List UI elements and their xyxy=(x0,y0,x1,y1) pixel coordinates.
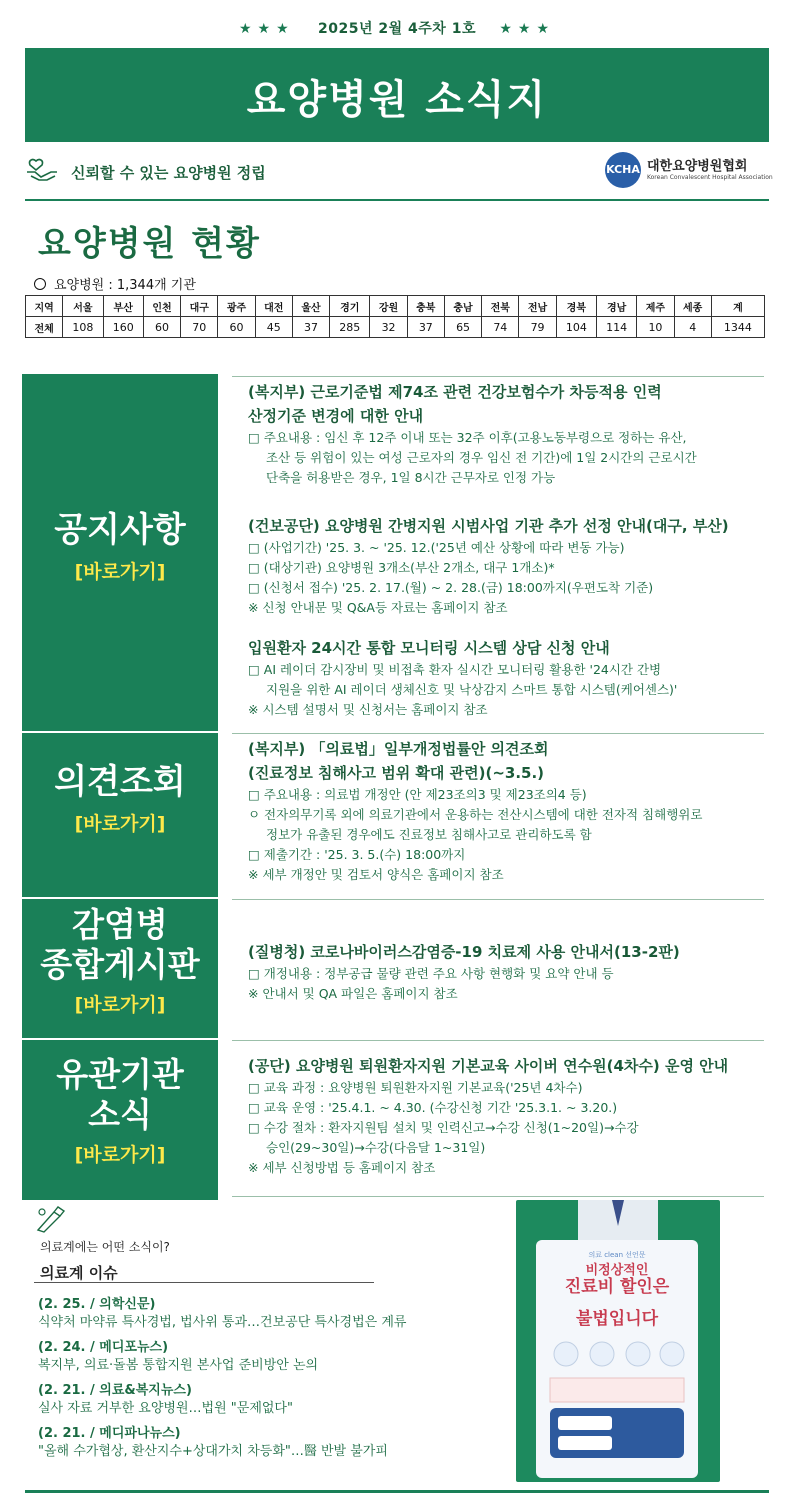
value-cell: 37 xyxy=(407,317,444,338)
related-heading: (공단) 요양병원 퇴원환자지원 기본교육 사이버 연수원(4차수) 운영 안내 xyxy=(248,1057,729,1075)
content-rule xyxy=(232,1196,764,1197)
news-text: 복지부, 의료·돌봄 통합지원 본사업 준비방안 논의 xyxy=(38,1357,319,1373)
region-cell: 경기 xyxy=(330,296,370,317)
issue-label-row xyxy=(0,18,794,38)
region-header-row xyxy=(26,296,765,317)
region-cell: 계 xyxy=(711,296,764,317)
association-name: 대한요양병원협회 xyxy=(647,159,748,174)
region-cell: 경남 xyxy=(597,296,637,317)
value-cell: 전체 xyxy=(26,317,63,338)
news-item[interactable] xyxy=(38,1382,498,1417)
association-logo[interactable] xyxy=(605,152,773,192)
news-date: (2. 24. / 메디포뉴스) xyxy=(38,1340,169,1355)
notices-title: 공지사항 xyxy=(54,510,186,550)
news-text: 실사 자료 거부한 요양병원…법원 "문제없다" xyxy=(38,1400,293,1416)
opinion-heading-a: (복지부) 「의료법」일부개정법률안 의견조회 xyxy=(248,740,549,758)
value-cell: 160 xyxy=(103,317,143,338)
notice-2-line: ※ 신청 안내문 및 Q&A등 자료는 홈페이지 참조 xyxy=(248,600,508,615)
region-cell: 부산 xyxy=(103,296,143,317)
value-cell: 4 xyxy=(674,317,711,338)
doctor-figure-icon xyxy=(568,1200,668,1240)
related-title-1: 유관기관 xyxy=(56,1055,184,1094)
content-rule xyxy=(232,733,764,734)
notice-3-line: □ AI 레이더 감시장비 및 비접촉 환자 실시간 모니터링 활용한 '24시간 간병 xyxy=(248,662,662,677)
infection-line: □ 개정내용 : 정부공급 물량 관련 주요 사항 현행화 및 요약 안내 등 xyxy=(248,966,614,981)
related-line: □ 수강 절차 : 환자지원팀 설치 및 인력신고→수강 신청(1~20일)→수강 xyxy=(248,1120,639,1135)
poster-line-1-text: 비정상적인 xyxy=(585,1263,649,1278)
poster-line-2-text: 진료비 할인은 xyxy=(564,1277,670,1298)
value-cell: 1344 xyxy=(711,317,764,338)
related-line: ※ 세부 신청방법 등 홈페이지 참조 xyxy=(248,1160,436,1175)
news-date: (2. 25. / 의학신문) xyxy=(38,1297,156,1312)
notice-2-line: □ (신청서 접수) '25. 2. 17.(월) ~ 2. 28.(금) 18:00까지(우편도착 기준) xyxy=(248,580,654,595)
poster-paper xyxy=(536,1240,698,1478)
related-line: □ 교육 과정 : 요양병원 퇴원환자지원 기본교육('25년 4차수) xyxy=(248,1080,583,1095)
opinion-title: 의견조회 xyxy=(54,762,186,802)
region-cell: 광주 xyxy=(218,296,255,317)
infection-item xyxy=(248,940,778,1004)
poster-line-1 xyxy=(536,1264,698,1297)
region-cell: 세종 xyxy=(674,296,711,317)
region-cell: 대전 xyxy=(255,296,292,317)
sidebar-opinion[interactable] xyxy=(22,762,218,852)
content-rule xyxy=(232,899,764,900)
value-cell: 114 xyxy=(597,317,637,338)
value-cell: 45 xyxy=(255,317,292,338)
opinion-heading-b: (진료정보 침해사고 범위 확대 관련)(~3.5.) xyxy=(248,764,545,782)
poster-line-3: 불법입니다 xyxy=(575,1309,659,1329)
campaign-poster[interactable] xyxy=(516,1200,720,1482)
sidebar-notices[interactable] xyxy=(22,510,218,600)
status-title: 요양병원 현황 xyxy=(38,224,261,264)
news-item[interactable] xyxy=(38,1339,498,1374)
content-rule xyxy=(232,376,764,377)
notice-2-line: □ (사업기간) '25. 3. ~ '25. 12.('25년 예산 상황에 따라 변동 가능) xyxy=(248,540,625,555)
notices-link[interactable]: [바로가기] xyxy=(74,560,166,583)
region-value-row xyxy=(26,317,765,338)
notice-1-heading-b: 산정기준 변경에 대한 안내 xyxy=(248,407,424,425)
sidebar-separator xyxy=(22,1038,218,1040)
region-cell: 대구 xyxy=(181,296,218,317)
region-table xyxy=(25,295,765,338)
news-item[interactable] xyxy=(38,1296,498,1331)
news-date: (2. 21. / 메디파나뉴스) xyxy=(38,1426,181,1441)
circle-bullet-icon xyxy=(34,278,46,290)
notice-item-1 xyxy=(248,380,778,488)
value-cell: 74 xyxy=(482,317,519,338)
sidebar-related[interactable] xyxy=(22,1055,218,1183)
content-rule xyxy=(232,1040,764,1041)
region-cell: 전북 xyxy=(482,296,519,317)
notice-3-heading: 입원환자 24시간 통합 모니터링 시스템 상담 신청 안내 xyxy=(248,639,610,657)
opinion-item xyxy=(248,737,778,885)
infection-title-2: 종합게시판 xyxy=(40,944,200,984)
opinion-line: □ 주요내용 : 의료법 개정안 (안 제23조의3 및 제23조의4 등) xyxy=(248,787,587,802)
divider xyxy=(25,199,769,201)
notice-3-line: 지원을 위한 AI 레이더 생체신호 및 낙상감지 스마트 통합 시스템(케어센스)' xyxy=(266,682,678,697)
sidebar-separator xyxy=(22,897,218,899)
region-cell: 지역 xyxy=(26,296,63,317)
news-date: (2. 21. / 의료&복지뉴스) xyxy=(38,1383,192,1398)
news-item[interactable] xyxy=(38,1425,498,1460)
news-text: 식약처 마약류 특사경법, 법사위 통과…건보공단 특사경법은 계류 xyxy=(38,1314,407,1330)
value-cell: 60 xyxy=(218,317,255,338)
notice-1-line: 단축을 허용받은 경우, 1일 8시간 근무자로 인정 가능 xyxy=(266,470,556,485)
value-cell: 70 xyxy=(181,317,218,338)
notice-1-heading-a: (복지부) 근로기준법 제74조 관련 건강보험수가 차등적용 인력 xyxy=(248,383,662,401)
value-cell: 285 xyxy=(330,317,370,338)
region-cell: 충남 xyxy=(444,296,481,317)
notice-1-line: □ 주요내용 : 임신 후 12주 이내 또는 32주 이후(고용노동부령으로 정하는 유산, xyxy=(248,430,687,445)
opinion-line: □ 제출기간 : '25. 3. 5.(수) 18:00까지 xyxy=(248,847,466,862)
tagline: 신뢰할 수 있는 요양병원 정립 xyxy=(71,164,266,182)
hospital-count xyxy=(34,274,196,293)
issue-label: 2025년 2월 4주차 1호 xyxy=(318,21,476,37)
region-cell: 울산 xyxy=(292,296,329,317)
news-title: 의료계 이슈 xyxy=(40,1264,118,1282)
value-cell: 10 xyxy=(637,317,674,338)
poster-kicker: 의료 clean 선언문 xyxy=(588,1251,646,1259)
association-name-en: Korean Convalescent Hospital Association xyxy=(647,174,773,181)
newsletter-title: 요양병원 소식지 xyxy=(246,77,548,123)
infection-line: ※ 안내서 및 QA 파일은 홈페이지 참조 xyxy=(248,986,458,1001)
infection-link[interactable]: [바로가기] xyxy=(74,994,166,1017)
related-item xyxy=(248,1054,778,1178)
opinion-line: ㅇ 전자의무기록 외에 의료기관에서 운용하는 전산시스템에 대한 전자적 침해행위로 xyxy=(248,807,703,822)
footer-rule xyxy=(25,1490,769,1493)
notice-3-line: ※ 시스템 설명서 및 신청서는 홈페이지 참조 xyxy=(248,702,488,717)
opinion-line: 정보가 유출된 경우에도 진료정보 침해사고로 관리하도록 함 xyxy=(266,827,592,842)
notice-2-line: □ (대상기관) 요양병원 3개소(부산 2개소, 대구 1개소)* xyxy=(248,560,555,575)
infection-heading: (질병청) 코로나바이러스감염증-19 치료제 사용 안내서(13-2판) xyxy=(248,943,680,961)
hospital-count-label: 요양병원 : 1,344개 기관 xyxy=(54,278,196,293)
pen-icon xyxy=(34,1204,68,1234)
news-underline xyxy=(34,1282,374,1283)
sidebar-infection[interactable] xyxy=(22,905,218,1033)
notice-2-heading: (건보공단) 요양병원 간병지원 시범사업 기관 추가 선정 안내(대구, 부산) xyxy=(248,517,729,535)
poster-illustration-icon xyxy=(544,1336,690,1466)
region-cell: 인천 xyxy=(143,296,180,317)
region-cell: 경북 xyxy=(556,296,596,317)
notice-1-line: 조산 등 위험이 있는 여성 근로자의 경우 임신 전 기간)에 1일 2시간의 근로시간 xyxy=(266,450,697,465)
related-link[interactable]: [바로가기] xyxy=(74,1144,166,1167)
value-cell: 104 xyxy=(556,317,596,338)
related-line: □ 교육 운영 : '25.4.1. ~ 4.30. (수강신청 기간 '25.3.1. ~ 3.20.) xyxy=(248,1100,618,1115)
region-cell: 강원 xyxy=(370,296,407,317)
news-text: "올해 수가협상, 환산지수+상대가치 차등화"…醫 반발 불가피 xyxy=(38,1443,388,1459)
stars-right: ★★★ xyxy=(499,21,555,37)
opinion-line: ※ 세부 개정안 및 검토서 양식은 홈페이지 참조 xyxy=(248,867,504,882)
value-cell: 32 xyxy=(370,317,407,338)
stars-left: ★★★ xyxy=(239,21,295,37)
tagline-row xyxy=(25,152,773,192)
region-cell: 제주 xyxy=(637,296,674,317)
value-cell: 79 xyxy=(519,317,556,338)
handshake-heart-icon xyxy=(25,158,59,182)
news-kicker: 의료계에는 어떤 소식이? xyxy=(40,1240,170,1254)
region-cell: 서울 xyxy=(63,296,103,317)
region-cell: 충북 xyxy=(407,296,444,317)
opinion-link[interactable]: [바로가기] xyxy=(74,812,166,835)
value-cell: 37 xyxy=(292,317,329,338)
value-cell: 65 xyxy=(444,317,481,338)
kcha-logo-mark: KCHA xyxy=(605,152,641,188)
notice-item-2 xyxy=(248,514,778,618)
value-cell: 60 xyxy=(143,317,180,338)
value-cell: 108 xyxy=(63,317,103,338)
related-line: 승인(29~30일)→수강(다음달 1~31일) xyxy=(266,1140,486,1155)
notice-item-3 xyxy=(248,636,778,720)
infection-title-1: 감염병 xyxy=(72,905,168,944)
region-cell: 전남 xyxy=(519,296,556,317)
sidebar-separator xyxy=(22,731,218,733)
title-banner xyxy=(25,48,769,142)
related-title-2: 소식 xyxy=(88,1094,152,1134)
